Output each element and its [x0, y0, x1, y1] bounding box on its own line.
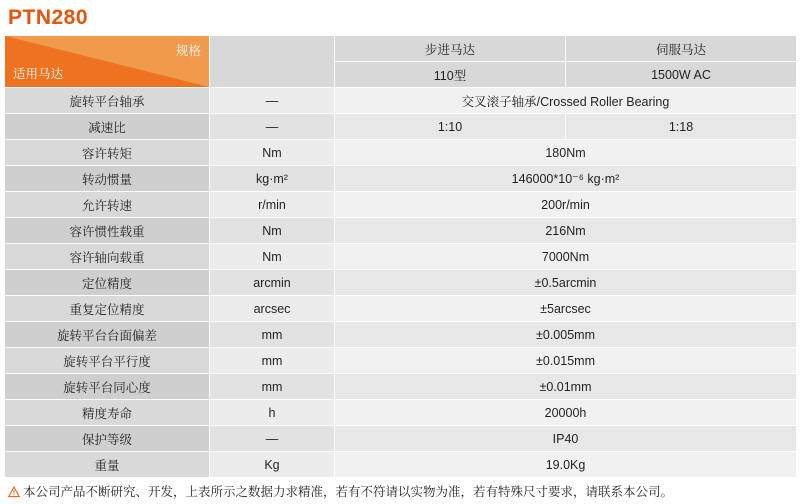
table-row [5, 426, 797, 452]
row-unit: r/min [210, 192, 335, 218]
row-unit: arcmin [210, 270, 335, 296]
footnote-text: 本公司产品不断研究、开发，上表所示之数据力求精准，若有不符请以实物为准，若有特殊尺寸要求，请联系本公司。 [23, 485, 674, 500]
table-row [5, 296, 797, 322]
row-value: ±0.015mm [335, 348, 797, 374]
row-label: 重量 [5, 452, 210, 478]
row-value: 146000*10⁻⁶ kg·m² [335, 166, 797, 192]
row-label: 旋转平台平行度 [5, 348, 210, 374]
row-unit: mm [210, 322, 335, 348]
row-unit: arcsec [210, 296, 335, 322]
table-row [5, 452, 797, 478]
table-row [5, 374, 797, 400]
header-unit-cell [210, 36, 335, 88]
table-row [5, 192, 797, 218]
footnote [4, 484, 796, 500]
row-label: 保护等级 [5, 426, 210, 452]
row-unit: h [210, 400, 335, 426]
row-value: 7000Nm [335, 244, 797, 270]
row-value: 200r/min [335, 192, 797, 218]
header-servo-motor: 伺服马达 [566, 36, 797, 62]
header-diagonal-cell [5, 36, 210, 88]
warning-triangle-icon [8, 486, 20, 498]
row-value-servo: 1:18 [566, 114, 797, 140]
row-value: 交叉滚子轴承/Crossed Roller Bearing [335, 88, 797, 114]
warning-icon [8, 486, 20, 498]
row-label: 允许转速 [5, 192, 210, 218]
row-label: 重复定位精度 [5, 296, 210, 322]
header-spec-label: 规格 [175, 44, 201, 59]
row-label: 容许轴向载重 [5, 244, 210, 270]
row-unit: — [210, 88, 335, 114]
row-label: 旋转平台同心度 [5, 374, 210, 400]
table-row [5, 114, 797, 140]
table-row [5, 348, 797, 374]
row-label: 减速比 [5, 114, 210, 140]
row-unit: kg·m² [210, 166, 335, 192]
table-row [5, 166, 797, 192]
row-value: ±0.5arcmin [335, 270, 797, 296]
header-step-motor: 步进马达 [335, 36, 566, 62]
row-label: 旋转平台台面偏差 [5, 322, 210, 348]
row-value: 180Nm [335, 140, 797, 166]
row-value: ±0.005mm [335, 322, 797, 348]
row-value: 19.0Kg [335, 452, 797, 478]
row-unit: — [210, 426, 335, 452]
row-label: 旋转平台轴承 [5, 88, 210, 114]
row-unit: mm [210, 374, 335, 400]
row-value: ±0.01mm [335, 374, 797, 400]
row-label: 定位精度 [5, 270, 210, 296]
specification-table [4, 35, 797, 478]
row-label: 容许惯性载重 [5, 218, 210, 244]
row-label: 精度寿命 [5, 400, 210, 426]
subheader-servo-motor: 1500W AC [566, 62, 797, 88]
subheader-step-motor: 110型 [335, 62, 566, 88]
row-unit: Kg [210, 452, 335, 478]
row-unit: Nm [210, 140, 335, 166]
header-motor-label: 适用马达 [13, 67, 64, 82]
row-value: 216Nm [335, 218, 797, 244]
row-unit: Nm [210, 244, 335, 270]
row-label: 容许转矩 [5, 140, 210, 166]
table-header-row [5, 36, 797, 62]
row-unit: Nm [210, 218, 335, 244]
row-unit: — [210, 114, 335, 140]
table-row [5, 88, 797, 114]
table-row [5, 270, 797, 296]
table-row [5, 244, 797, 270]
table-row [5, 400, 797, 426]
row-value: IP40 [335, 426, 797, 452]
row-value: ±5arcsec [335, 296, 797, 322]
row-unit: mm [210, 348, 335, 374]
row-label: 转动惯量 [5, 166, 210, 192]
row-value: 20000h [335, 400, 797, 426]
table-row [5, 322, 797, 348]
table-row [5, 218, 797, 244]
table-row [5, 140, 797, 166]
row-value-step: 1:10 [335, 114, 566, 140]
page-title: PTN280 [8, 6, 89, 29]
